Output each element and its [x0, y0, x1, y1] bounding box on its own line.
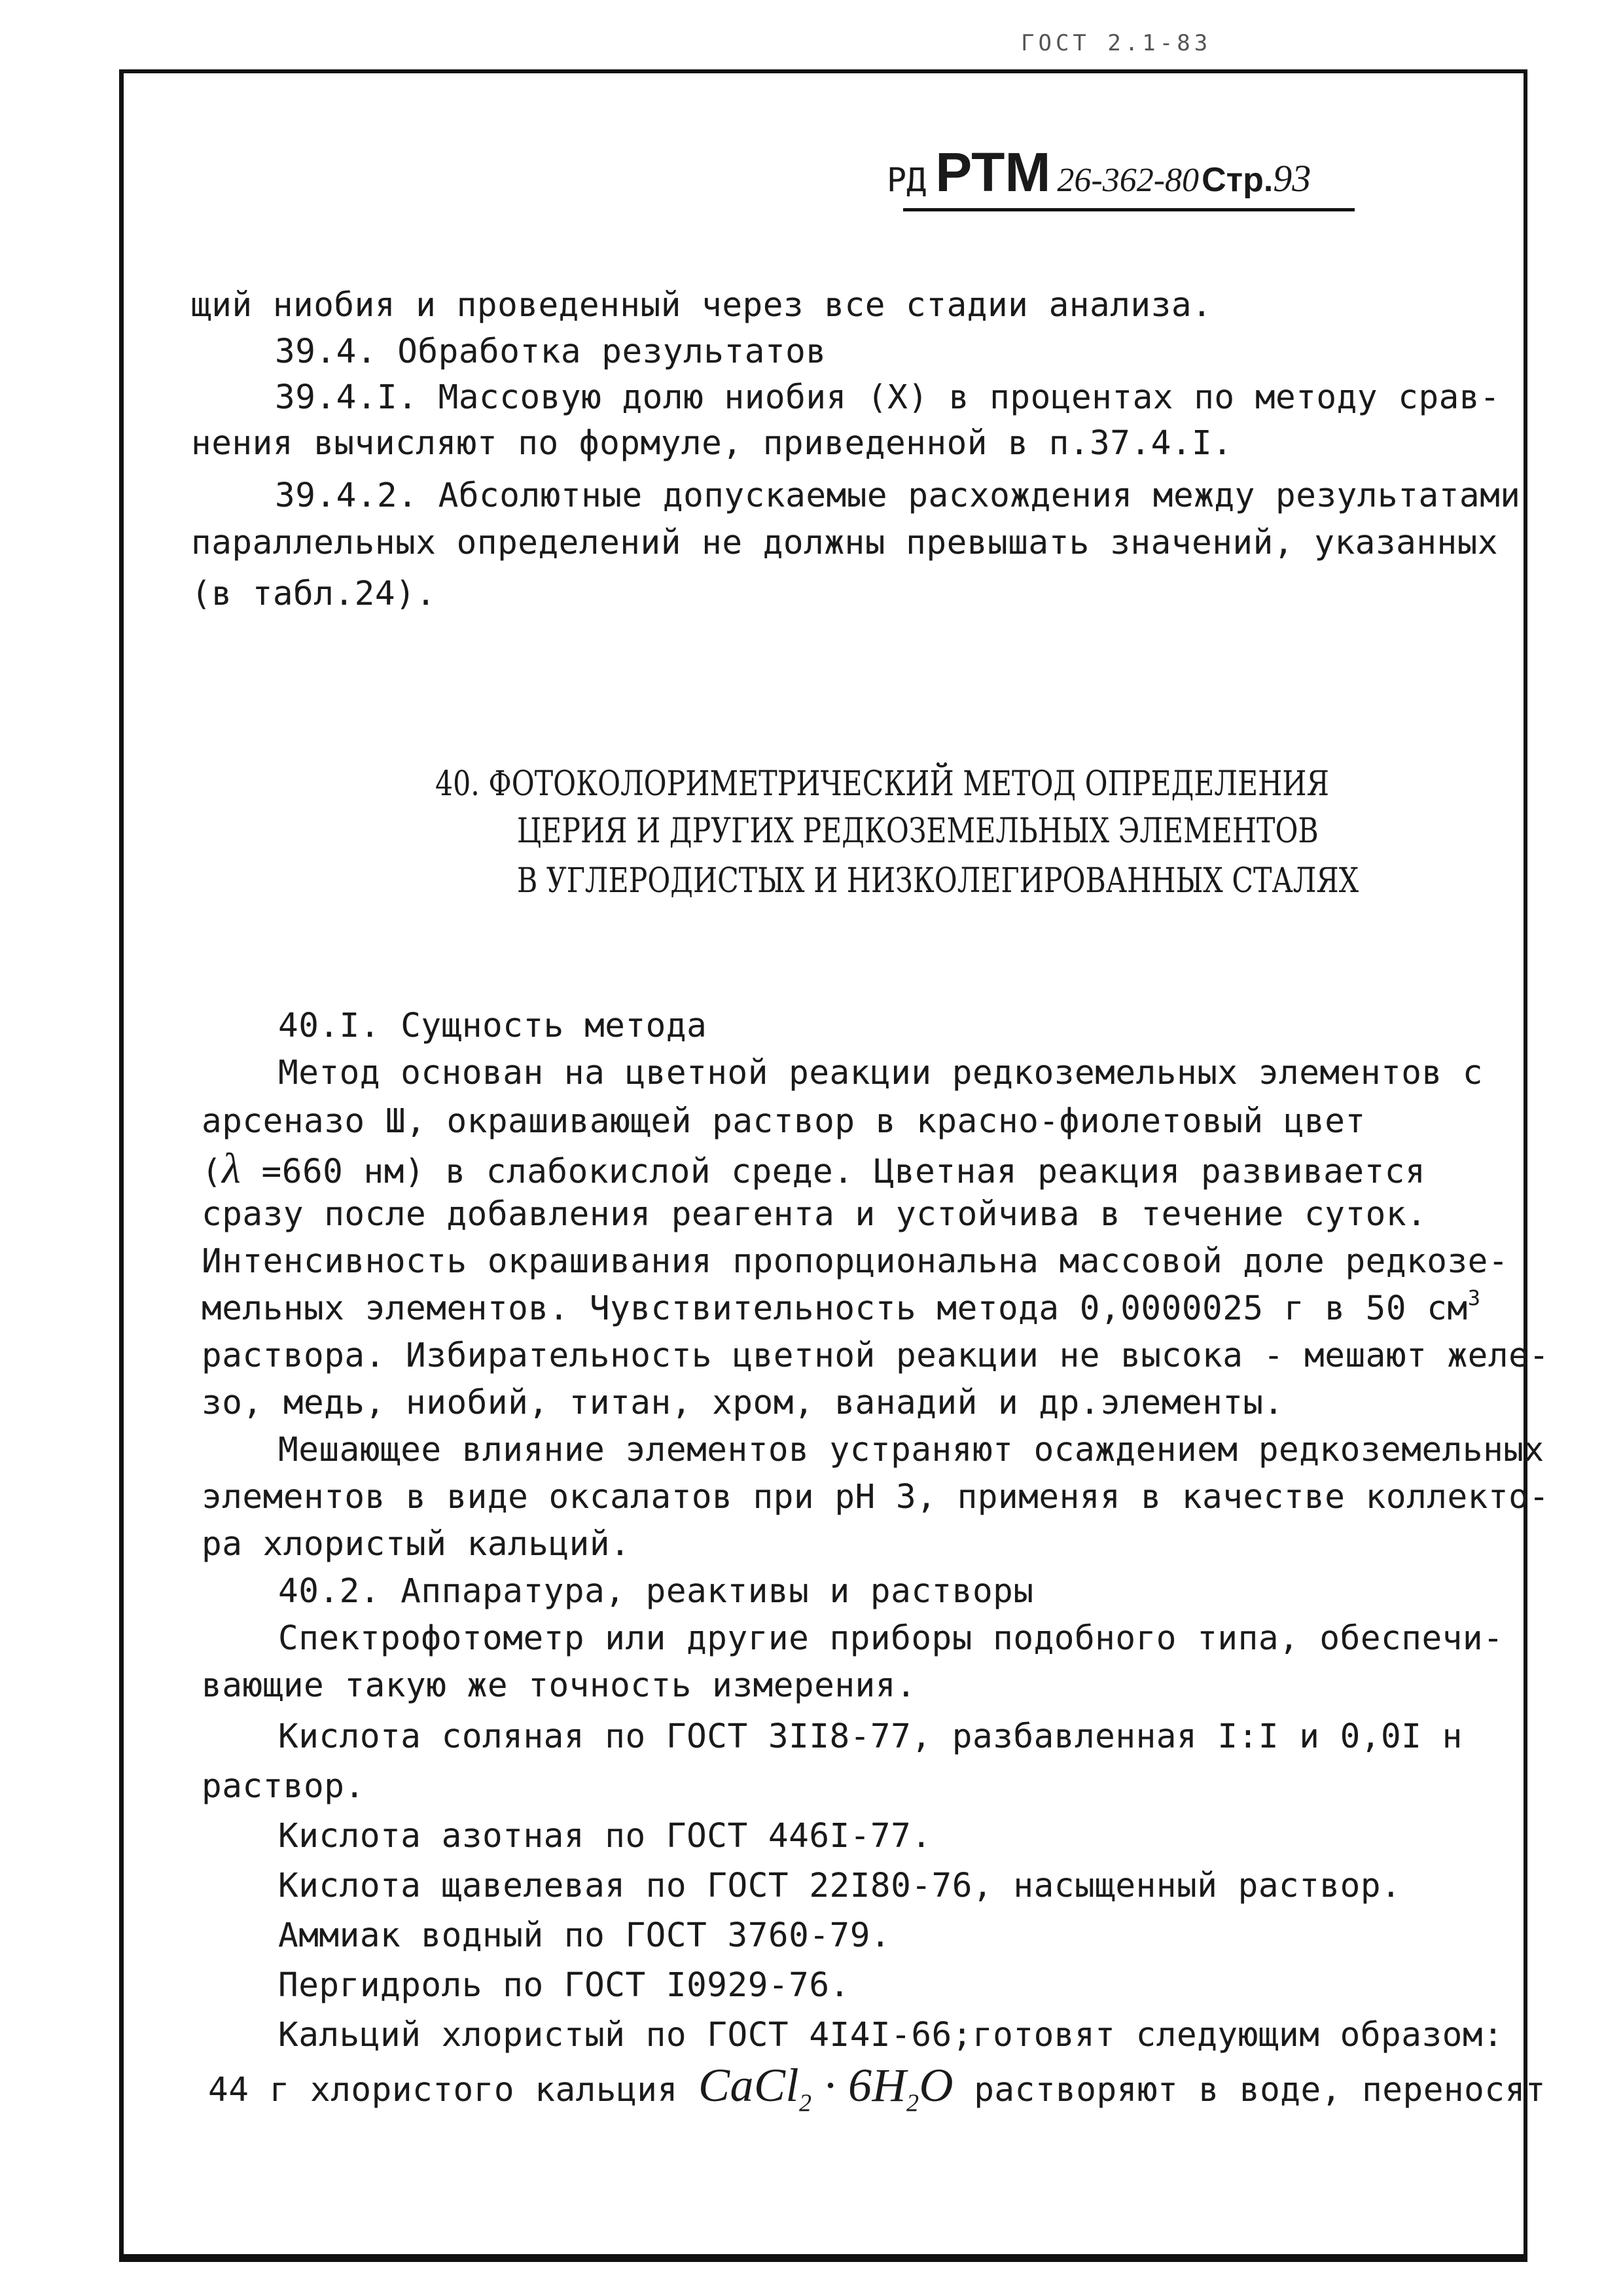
cropped-top-mark: ГОСТ 2.1-83 [1021, 30, 1212, 56]
text-line: (в табл.24). [191, 575, 437, 613]
superscript-3: 3 [1467, 1285, 1481, 1310]
header-underline [903, 208, 1355, 211]
text-line: раствора. Избирательность цветной реакции не высока - мешают желе- [202, 1336, 1550, 1375]
text-line: Пергидроль по ГОСТ I0929-76. [278, 1966, 850, 2005]
text-line: зо, медь, ниобий, титан, хром, ванадий и др.элементы. [202, 1384, 1284, 1422]
text-line: Кислота соляная по ГОСТ 3II8-77, разбавленная I:I и 0,0I н [278, 1717, 1463, 1756]
text-line: 39.4.2. Абсолютные допускаемые расхождения между результатами [275, 476, 1521, 515]
lambda-symbol: λ [222, 1145, 241, 1193]
subsection-heading: 39.4. Обработка результатов [275, 332, 827, 371]
text-line: Метод основан на цветной реакции редкоземельных элементов с [278, 1054, 1484, 1092]
subsection-heading: 40.2. Аппаратура, реактивы и растворы [278, 1572, 1034, 1611]
text-fragment: 44 г хлористого кальция [208, 2071, 678, 2109]
text-fragment: ( [202, 1153, 223, 1191]
formula-part: · 6H [812, 2059, 906, 2111]
header-rd: РД [887, 161, 927, 199]
text-line [202, 1145, 1426, 1193]
text-line: сразу после добавления реагента и устойчива в течение суток. [202, 1195, 1427, 1234]
text-line [202, 1285, 1481, 1329]
text-line: арсеназо Ш, окрашивающей раствор в красно-фиолетовый цвет [202, 1102, 1366, 1141]
text-line: Спектрофотометр или другие приборы подобного типа, обеспечи- [278, 1619, 1504, 1658]
text-line: нения вычисляют по формуле, приведенной в п.37.4.I. [191, 424, 1233, 463]
text-fragment: растворяют в воде, переносят [974, 2071, 1546, 2109]
text-fragment: мельных элементов. Чувствительность метода 0,0000025 г в 50 см [202, 1289, 1468, 1328]
text-line: щий ниобия и проведенный через все стадии анализа. [191, 286, 1213, 325]
handwritten-formula [698, 2059, 954, 2117]
text-line: Аммиак водный по ГОСТ 3760-79. [278, 1916, 891, 1955]
text-line: параллельных определений не должны превышать значений, указанных [191, 524, 1499, 562]
section-title-line-3: В УГЛЕРОДИСТЫХ И НИЗКОЛЕГИРОВАННЫХ СТАЛЯХ [517, 861, 1359, 901]
header-page-number: 93 [1273, 157, 1311, 200]
text-line: ра хлористый кальций. [202, 1525, 631, 1564]
formula-part: O [919, 2059, 954, 2111]
text-line: раствор. [202, 1767, 365, 1806]
text-line [208, 2059, 1546, 2123]
subsection-heading: 40.I. Сущность метода [278, 1007, 707, 1045]
section-title-line-1: 40. ФОТОКОЛОРИМЕТРИЧЕСКИЙ МЕТОД ОПРЕДЕЛЕНИЯ [435, 764, 1329, 804]
text-line: Мешающее влияние элементов устраняют осаждением редкоземельных [278, 1431, 1544, 1469]
formula-subscript: 2 [799, 2089, 812, 2117]
text-line: вающие такую же точность измерения. [202, 1666, 917, 1705]
text-line: Интенсивность окрашивания пропорциональна массовой доле редкозе- [202, 1242, 1509, 1281]
formula-part: CaCl [698, 2059, 799, 2111]
text-line: элементов в виде оксалатов при pH 3, применяя в качестве коллекто- [202, 1478, 1550, 1516]
section-title-line-2: ЦЕРИЯ И ДРУГИХ РЕДКОЗЕМЕЛЬНЫХ ЭЛЕМЕНТОВ [517, 812, 1319, 851]
document-header [887, 141, 1311, 204]
header-page-prefix: Стр. [1202, 161, 1274, 199]
formula-subscript: 2 [906, 2089, 919, 2117]
header-rtm: РТМ [935, 141, 1051, 203]
text-line: Кислота азотная по ГОСТ 446I-77. [278, 1817, 932, 1856]
text-line: Кислота щавелевая по ГОСТ 22I80-76, насыщенный раствор. [278, 1867, 1402, 1905]
text-fragment: =660 нм) в слабокислой среде. Цветная реакция развивается [261, 1153, 1426, 1191]
header-document-number: 26-362-80 [1057, 162, 1200, 199]
text-line: Кальций хлористый по ГОСТ 4I4I-66;готовят следующим образом: [278, 2016, 1504, 2054]
text-line: 39.4.I. Массовую долю ниобия (X) в процентах по методу срав- [275, 378, 1501, 417]
